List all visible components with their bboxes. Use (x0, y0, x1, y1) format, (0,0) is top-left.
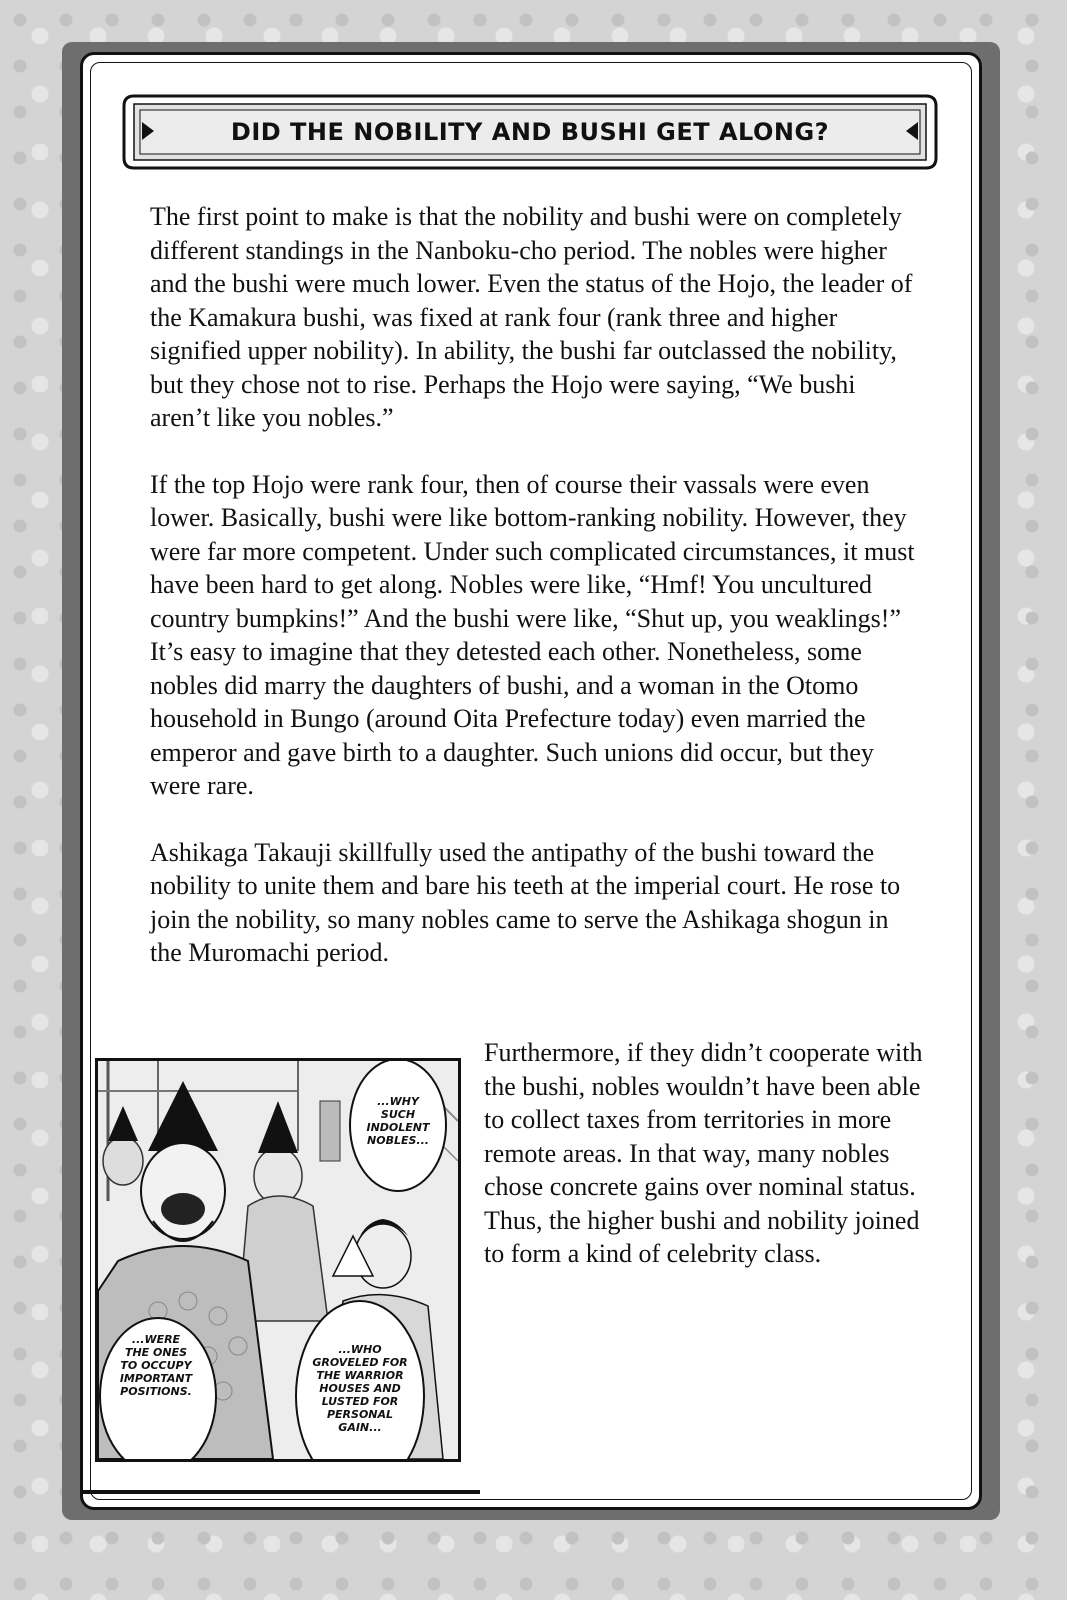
bottom-rule (80, 1490, 480, 1494)
speech-bubble-left: ...WERE THE ONES TO OCCUPY IMPORTANT POSITIONS. (119, 1333, 193, 1398)
manga-illustration (95, 1058, 461, 1462)
speech-bubble-top: ...WHY SUCH INDOLENT NOBLES... (366, 1095, 430, 1147)
speech-bubble-right: ...WHO GROVELED FOR THE WARRIOR HOUSES AND LUSTED FOR PERSONAL GAIN... (312, 1343, 408, 1434)
title-banner (120, 92, 940, 172)
article-body (150, 200, 920, 970)
paragraph-2: If the top Hojo were rank four, then of course their vassals were even lower. Basically, bushi were like bottom-ranking nobility. However, they were far more competent. Under such complicated circumstances, it must have been hard to get along. Nobles were like, “Hmf! You uncultured country bumpkins!” And the bushi were like, “Shut up, you weaklings!” It’s easy to imagine that they detested each other. Nonetheless, some nobles did marry the daughters of bushi, and a woman in the Otomo household in Bungo (around Oita Prefecture today) even married the emperor and gave birth to a daughter. Such unions did occur, but they were rare. (150, 469, 915, 800)
paragraph-1: The first point to make is that the nobility and bushi were on completely different standings in the Nanboku-cho period. The nobles were higher and the bushi were much lower. Even the status of the Hojo, the leader of the Kamakura bushi, was fixed at rank four (rank three and higher signified upper nobility). In ability, the bushi far outclassed the nobility, but they chose not to rise. Perhaps the Hojo were saying, “We bushi aren’t like you nobles.” (150, 202, 913, 432)
paragraph-3: Ashikaga Takauji skillfully used the antipathy of the bushi toward the nobility to unite them and bare his teeth at the imperial court. He rose to join the nobility, so many nobles came to serve the Ashikaga shogun in the Muromachi period. (150, 837, 901, 967)
page-title: DID THE NOBILITY AND BUSHI GET ALONG? (230, 118, 830, 146)
paragraph-4: Furthermore, if they didn’t cooperate with the bushi, nobles wouldn’t have been able to collect taxes from territories in more remote areas. In that way, many nobles chose concrete gains over nominal status. Thus, the higher bushi and nobility joined to form a kind of celebrity class. (484, 1038, 923, 1268)
right-arrow-icon (906, 122, 918, 140)
